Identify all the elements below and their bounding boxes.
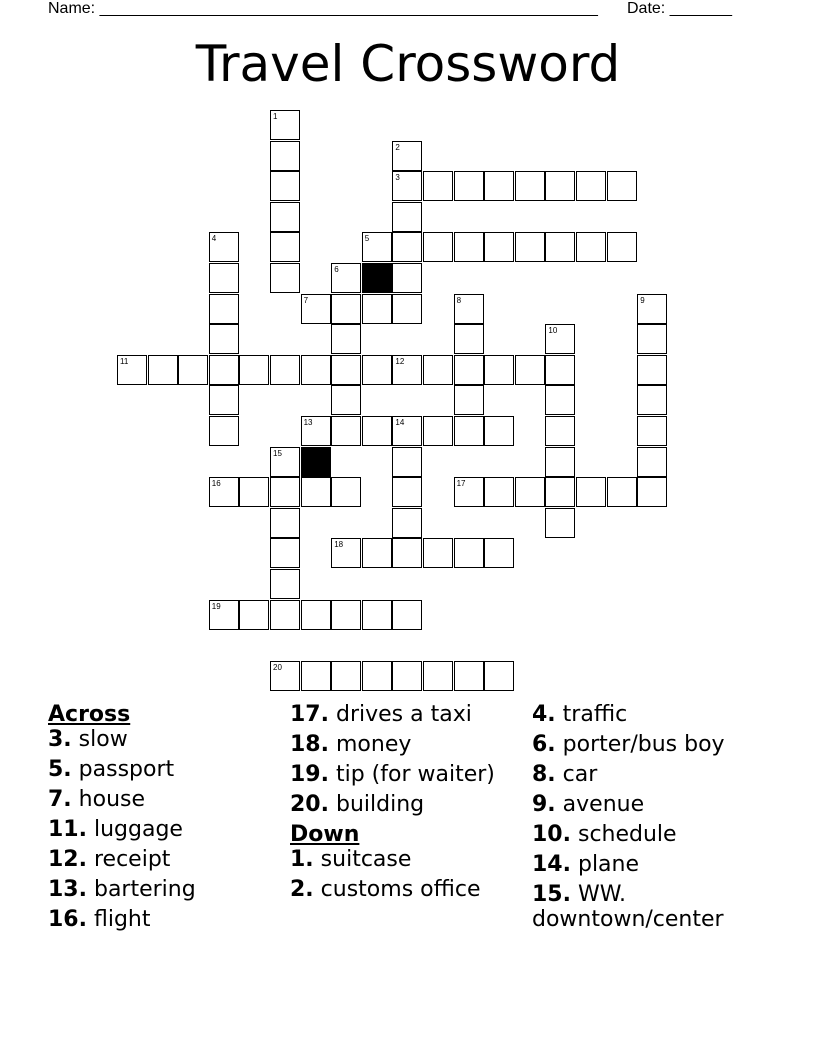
grid-cell[interactable] [270, 232, 300, 262]
clue-down-4: 4. traffic [532, 702, 628, 727]
clue-number: 12 [395, 356, 405, 366]
clue-number: 7 [303, 295, 309, 305]
grid-cell[interactable] [270, 202, 300, 232]
clue-number: 8 [456, 295, 462, 305]
grid-cell[interactable] [209, 263, 239, 293]
grid-cell[interactable] [576, 477, 606, 507]
clue-column-1 [48, 702, 278, 937]
grid-cell[interactable] [270, 447, 300, 477]
grid-cell[interactable] [392, 508, 422, 538]
clue-across-3: 3. slow [48, 727, 128, 752]
grid-cell[interactable] [331, 538, 361, 568]
grid-cell[interactable] [331, 661, 361, 691]
clue-number: 20 [273, 662, 282, 672]
clue-across-11: 11. luggage [48, 817, 183, 842]
grid-cell[interactable] [392, 477, 422, 507]
clue-number: 9 [640, 295, 645, 305]
clue-down-15: 15. WW. downtown/center [532, 882, 724, 932]
grid-cell[interactable] [301, 294, 331, 324]
black-cell [362, 263, 392, 293]
grid-cell[interactable] [270, 569, 300, 599]
grid-cell[interactable] [515, 477, 545, 507]
grid-cell[interactable] [484, 477, 514, 507]
grid-cell[interactable] [362, 600, 392, 630]
grid-cell[interactable] [270, 661, 300, 691]
clue-number: 15 [273, 448, 282, 458]
clue-across-20: 20. building [290, 792, 425, 817]
grid-cell[interactable] [545, 477, 575, 507]
grid-cell[interactable] [454, 355, 484, 385]
grid-cell[interactable] [576, 232, 606, 262]
clue-across-16: 16. flight [48, 907, 151, 932]
date-field-label: Date: _______ [627, 0, 732, 17]
grid-cell[interactable] [576, 171, 606, 201]
grid-cell[interactable] [515, 355, 545, 385]
down-heading: Down [290, 822, 360, 847]
grid-cell[interactable] [209, 355, 239, 385]
grid-cell[interactable] [423, 416, 453, 446]
grid-cell[interactable] [637, 447, 667, 477]
grid-cell[interactable] [637, 324, 667, 354]
grid-cell[interactable] [331, 294, 361, 324]
grid-cell[interactable] [270, 171, 300, 201]
grid-cell[interactable] [270, 263, 300, 293]
grid-cell[interactable] [637, 416, 667, 446]
clue-across-19: 19. tip (for waiter) [290, 762, 495, 787]
grid-cell[interactable] [545, 416, 575, 446]
grid-cell[interactable] [545, 324, 575, 354]
clue-down-2: 2. customs office [290, 877, 481, 902]
grid-cell[interactable] [331, 385, 361, 415]
grid-cell[interactable] [545, 355, 575, 385]
clue-down-6: 6. porter/bus boy [532, 732, 725, 757]
grid-cell[interactable] [484, 661, 514, 691]
grid-cell[interactable] [209, 477, 239, 507]
grid-cell[interactable] [545, 447, 575, 477]
grid-cell[interactable] [392, 202, 422, 232]
clue-number: 17 [456, 479, 466, 489]
grid-cell[interactable] [392, 355, 422, 385]
grid-cell[interactable] [178, 355, 208, 385]
grid-cell[interactable] [331, 600, 361, 630]
grid-cell[interactable] [209, 324, 239, 354]
grid-cell[interactable] [454, 232, 484, 262]
clue-number: 18 [334, 540, 344, 550]
grid-cell[interactable] [392, 263, 422, 293]
grid-cell[interactable] [392, 416, 422, 446]
grid-cell[interactable] [392, 661, 422, 691]
clue-number: 1 [273, 112, 278, 121]
grid-cell[interactable] [392, 141, 422, 171]
clue-across-18: 18. money [290, 732, 412, 757]
clue-across-7: 7. house [48, 787, 146, 812]
grid-cell[interactable] [454, 294, 484, 324]
grid-cell[interactable] [392, 600, 422, 630]
grid-cell[interactable] [362, 355, 392, 385]
grid-cell[interactable] [607, 477, 637, 507]
clue-number: 10 [548, 326, 558, 336]
clue-down-14: 14. plane [532, 852, 640, 877]
grid-cell[interactable] [117, 355, 147, 385]
grid-cell[interactable] [362, 416, 392, 446]
grid-cell[interactable] [301, 661, 331, 691]
clue-across-5: 5. passport [48, 757, 175, 782]
grid-cell[interactable] [484, 416, 514, 446]
grid-cell[interactable] [392, 294, 422, 324]
grid-cell[interactable] [362, 538, 392, 568]
grid-cell[interactable] [331, 355, 361, 385]
grid-cell[interactable] [484, 171, 514, 201]
clue-down-8: 8. car [532, 762, 598, 787]
grid-cell[interactable] [423, 232, 453, 262]
black-cell [301, 447, 331, 477]
grid-cell[interactable] [637, 294, 667, 324]
page-title: Travel Crossword [195, 35, 621, 93]
grid-cell[interactable] [209, 416, 239, 446]
clue-down-10: 10. schedule [532, 822, 677, 847]
grid-cell[interactable] [454, 385, 484, 415]
grid-cell[interactable] [454, 416, 484, 446]
grid-cell[interactable] [607, 171, 637, 201]
name-field-label: Name: ________________________________________________________ [48, 0, 598, 17]
grid-cell[interactable] [270, 600, 300, 630]
grid-cell[interactable] [270, 355, 300, 385]
grid-cell[interactable] [148, 355, 178, 385]
clue-across-17: 17. drives a taxi [290, 702, 472, 727]
grid-cell[interactable] [545, 508, 575, 538]
grid-cell[interactable] [331, 263, 361, 293]
grid-cell[interactable] [239, 477, 269, 507]
grid-cell[interactable] [209, 385, 239, 415]
across-heading: Across [48, 702, 131, 727]
grid-cell[interactable] [270, 538, 300, 568]
grid-cell[interactable] [515, 171, 545, 201]
clue-number: 11 [120, 356, 129, 366]
grid-cell[interactable] [545, 232, 575, 262]
clue-number: 2 [395, 142, 400, 152]
grid-cell[interactable] [637, 385, 667, 415]
grid-cell[interactable] [270, 477, 300, 507]
clue-column-2 [290, 702, 520, 907]
clue-number: 19 [211, 601, 221, 611]
grid-cell[interactable] [454, 324, 484, 354]
grid-cell[interactable] [301, 355, 331, 385]
grid-cell[interactable] [637, 477, 667, 507]
clue-down-9: 9. avenue [532, 792, 645, 817]
grid-cell[interactable] [423, 661, 453, 691]
clue-number: 13 [303, 418, 313, 427]
grid-cell[interactable] [301, 477, 331, 507]
grid-cell[interactable] [545, 171, 575, 201]
grid-cell[interactable] [209, 600, 239, 630]
grid-cell[interactable] [607, 232, 637, 262]
grid-cell[interactable] [454, 661, 484, 691]
grid-cell[interactable] [454, 538, 484, 568]
grid-cell[interactable] [454, 171, 484, 201]
clue-across-12: 12. receipt [48, 847, 171, 872]
grid-cell[interactable] [331, 324, 361, 354]
grid-cell[interactable] [239, 355, 269, 385]
grid-cell[interactable] [423, 355, 453, 385]
grid-cell[interactable] [392, 447, 422, 477]
grid-cell[interactable] [484, 355, 514, 385]
grid-cell[interactable] [484, 232, 514, 262]
grid-cell[interactable] [362, 232, 392, 262]
grid-cell[interactable] [270, 508, 300, 538]
grid-cell[interactable] [301, 600, 331, 630]
clue-number: 4 [211, 234, 217, 244]
grid-cell[interactable] [423, 538, 453, 568]
clue-number: 14 [395, 418, 405, 427]
grid-cell[interactable] [392, 232, 422, 262]
grid-cell[interactable] [515, 232, 545, 262]
grid-cell[interactable] [362, 661, 392, 691]
clue-across-13: 13. bartering [48, 877, 196, 902]
grid-cell[interactable] [392, 171, 422, 201]
clue-number: 6 [334, 265, 339, 274]
clue-down-1: 1. suitcase [290, 847, 412, 872]
clue-number: 16 [211, 479, 221, 489]
grid-cell[interactable] [484, 538, 514, 568]
grid-cell[interactable] [301, 416, 331, 446]
grid-cell[interactable] [637, 355, 667, 385]
grid-cell[interactable] [423, 171, 453, 201]
grid-cell[interactable] [209, 294, 239, 324]
grid-cell[interactable] [270, 141, 300, 171]
grid-cell[interactable] [270, 110, 300, 140]
grid-cell[interactable] [392, 538, 422, 568]
clue-column-3 [532, 702, 772, 937]
grid-cell[interactable] [209, 232, 239, 262]
grid-cell[interactable] [331, 477, 361, 507]
grid-cell[interactable] [545, 385, 575, 415]
grid-cell[interactable] [362, 294, 392, 324]
clue-number: 3 [395, 173, 400, 183]
grid-cell[interactable] [454, 477, 484, 507]
grid-cell[interactable] [239, 600, 269, 630]
clue-number: 5 [364, 234, 370, 244]
grid-cell[interactable] [331, 416, 361, 446]
